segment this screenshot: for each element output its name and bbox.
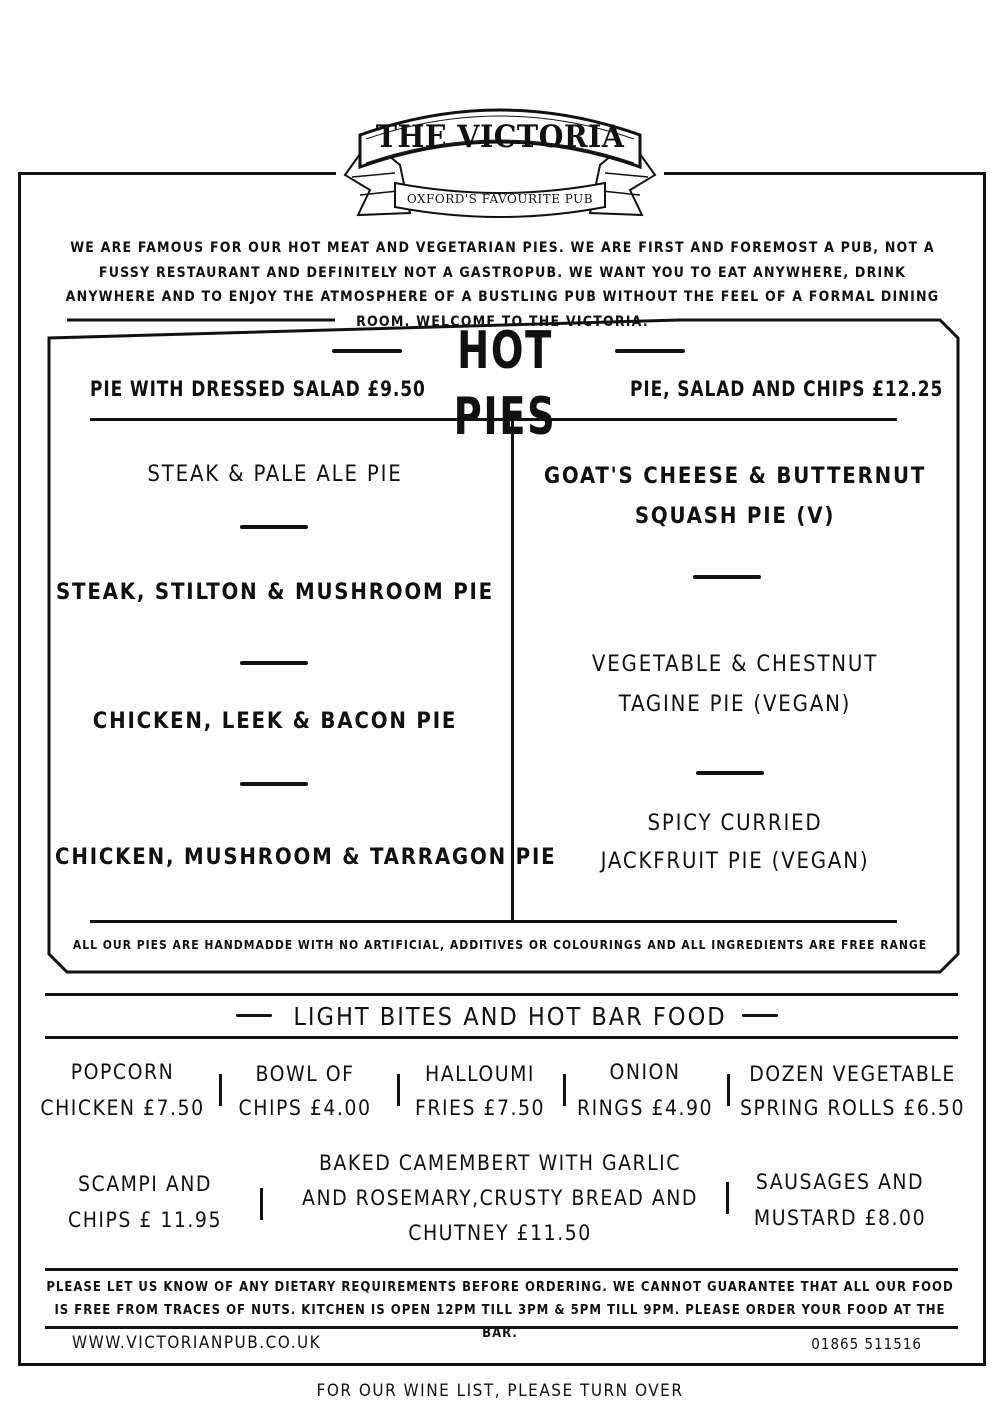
bite-item-price: MUSTARD £8.00 [753, 1206, 927, 1230]
frame-bottom [18, 1363, 986, 1366]
veg-pie-item: SQUASH PIE (V) [634, 504, 836, 529]
veg-pie-item: GOAT'S CHEESE & BUTTERNUT [543, 464, 927, 489]
frame-right [983, 172, 986, 1366]
footer-top-rule [45, 1268, 958, 1271]
bites-dash-right [742, 1014, 778, 1017]
hot-pies-title: HOT PIES [453, 321, 557, 447]
dietary-note-line: PLEASE LET US KNOW OF ANY DIETARY REQUIREMENTS BEFORE ORDERING. WE CANNOT GUARANTEE THAT ALL OUR FOOD [46, 1280, 954, 1295]
phone-number: 01865 511516 [811, 1335, 922, 1353]
bite-item-price: CHUTNEY £11.50 [408, 1221, 592, 1245]
pie-separator [240, 661, 308, 665]
pie-separator [240, 525, 308, 529]
pie-separator [240, 782, 308, 786]
bite-item: DOZEN VEGETABLE [749, 1062, 956, 1086]
bite-item-price: SPRING ROLLS £6.50 [740, 1096, 965, 1120]
pies-top-rule [90, 418, 897, 421]
bite-separator [219, 1074, 222, 1106]
bite-separator [563, 1074, 566, 1106]
bite-item: SAUSAGES AND [755, 1170, 925, 1194]
bite-separator [726, 1182, 729, 1214]
bite-item-price: FRIES £7.50 [414, 1096, 546, 1120]
pies-bottom-rule [90, 920, 897, 923]
bite-item-price: CHICKEN £7.50 [40, 1096, 205, 1120]
veg-pie-item: JACKFRUIT PIE (VEGAN) [600, 849, 870, 874]
frame-top-left [18, 172, 336, 175]
bite-item: SCAMPI AND [78, 1172, 212, 1196]
bites-dash-left [236, 1014, 272, 1017]
light-bites-title: LIGHT BITES AND HOT BAR FOOD [293, 1002, 727, 1031]
wine-list-note: FOR OUR WINE LIST, PLEASE TURN OVER [316, 1381, 684, 1401]
meat-pie-item: CHICKEN, MUSHROOM & TARRAGON PIE [55, 845, 557, 870]
bite-item: BOWL OF [255, 1062, 355, 1086]
frame-left [18, 172, 21, 1366]
bite-item-price: CHIPS £4.00 [238, 1096, 372, 1120]
victoria-logo-banner [340, 95, 660, 225]
bite-item: HALLOUMI [425, 1062, 535, 1086]
intro-paragraph: WE ARE FAMOUS FOR OUR HOT MEAT AND VEGETARIAN PIES. WE ARE FIRST AND FOREMOST A PUB, NOT A FUSSY RESTAURANT AND DEFINITELY NOT A GASTROPUB. WE WANT YOU TO EAT ANYWHERE, DRINK ANYWHERE AND TO ENJOY THE ATMOSPHERE OF A BUSTLING PUB WITHOUT THE FEEL OF A FORMAL DINING ROOM. WELCOME TO THE VICTORIA. [65, 240, 940, 330]
bite-item: BAKED CAMEMBERT WITH GARLIC [319, 1151, 681, 1175]
bite-item-price: RINGS £4.90 [576, 1096, 714, 1120]
bites-top-rule [45, 993, 958, 996]
veg-pie-item: SPICY CURRIED [647, 811, 823, 836]
title-dash-left [332, 349, 402, 353]
pie-salad-price: PIE WITH DRESSED SALAD £9.50 [90, 377, 426, 401]
pies-ingredients-note: ALL OUR PIES ARE HANDMADDE WITH NO ARTIFICIAL, ADDITIVES OR COLOURINGS AND ALL INGREDIENTS ARE FREE RANGE [72, 938, 928, 952]
bite-item: AND ROSEMARY,CRUSTY BREAD AND [302, 1186, 698, 1210]
meat-pie-item: STEAK & PALE ALE PIE [147, 462, 403, 487]
veg-pie-item: TAGINE PIE (VEGAN) [618, 692, 852, 717]
bite-item: POPCORN [70, 1060, 175, 1084]
website-link[interactable]: WWW.VICTORIANPUB.CO.UK [72, 1333, 322, 1353]
logo-tagline: OXFORD'S FAVOURITE PUB [406, 192, 594, 206]
bites-title-rule [45, 1036, 958, 1039]
title-dash-right [615, 349, 685, 353]
pie-salad-chips-price: PIE, SALAD AND CHIPS £12.25 [630, 377, 944, 401]
dietary-note-line: IS FREE FROM TRACES OF NUTS. KITCHEN IS OPEN 12PM TILL 3PM & 5PM TILL 9PM. PLEASE ORDER YOUR FOOD AT THE BAR. [54, 1303, 946, 1341]
bite-item-price: CHIPS £ 11.95 [68, 1208, 222, 1232]
bite-separator [397, 1074, 400, 1106]
bite-separator [727, 1074, 730, 1106]
light-bites-heading [230, 997, 790, 1037]
pie-separator [696, 771, 764, 775]
pie-separator [693, 575, 761, 579]
bite-separator [260, 1188, 263, 1220]
bite-item: ONION [609, 1060, 681, 1084]
frame-top-right [664, 172, 986, 175]
veg-pie-item: VEGETABLE & CHESTNUT [591, 652, 879, 677]
meat-pie-item: CHICKEN, LEEK & BACON PIE [92, 709, 458, 734]
logo-name: THE VICTORIA [375, 118, 625, 156]
meat-pie-item: STEAK, STILTON & MUSHROOM PIE [55, 580, 494, 605]
footer-bottom-rule [45, 1326, 958, 1329]
